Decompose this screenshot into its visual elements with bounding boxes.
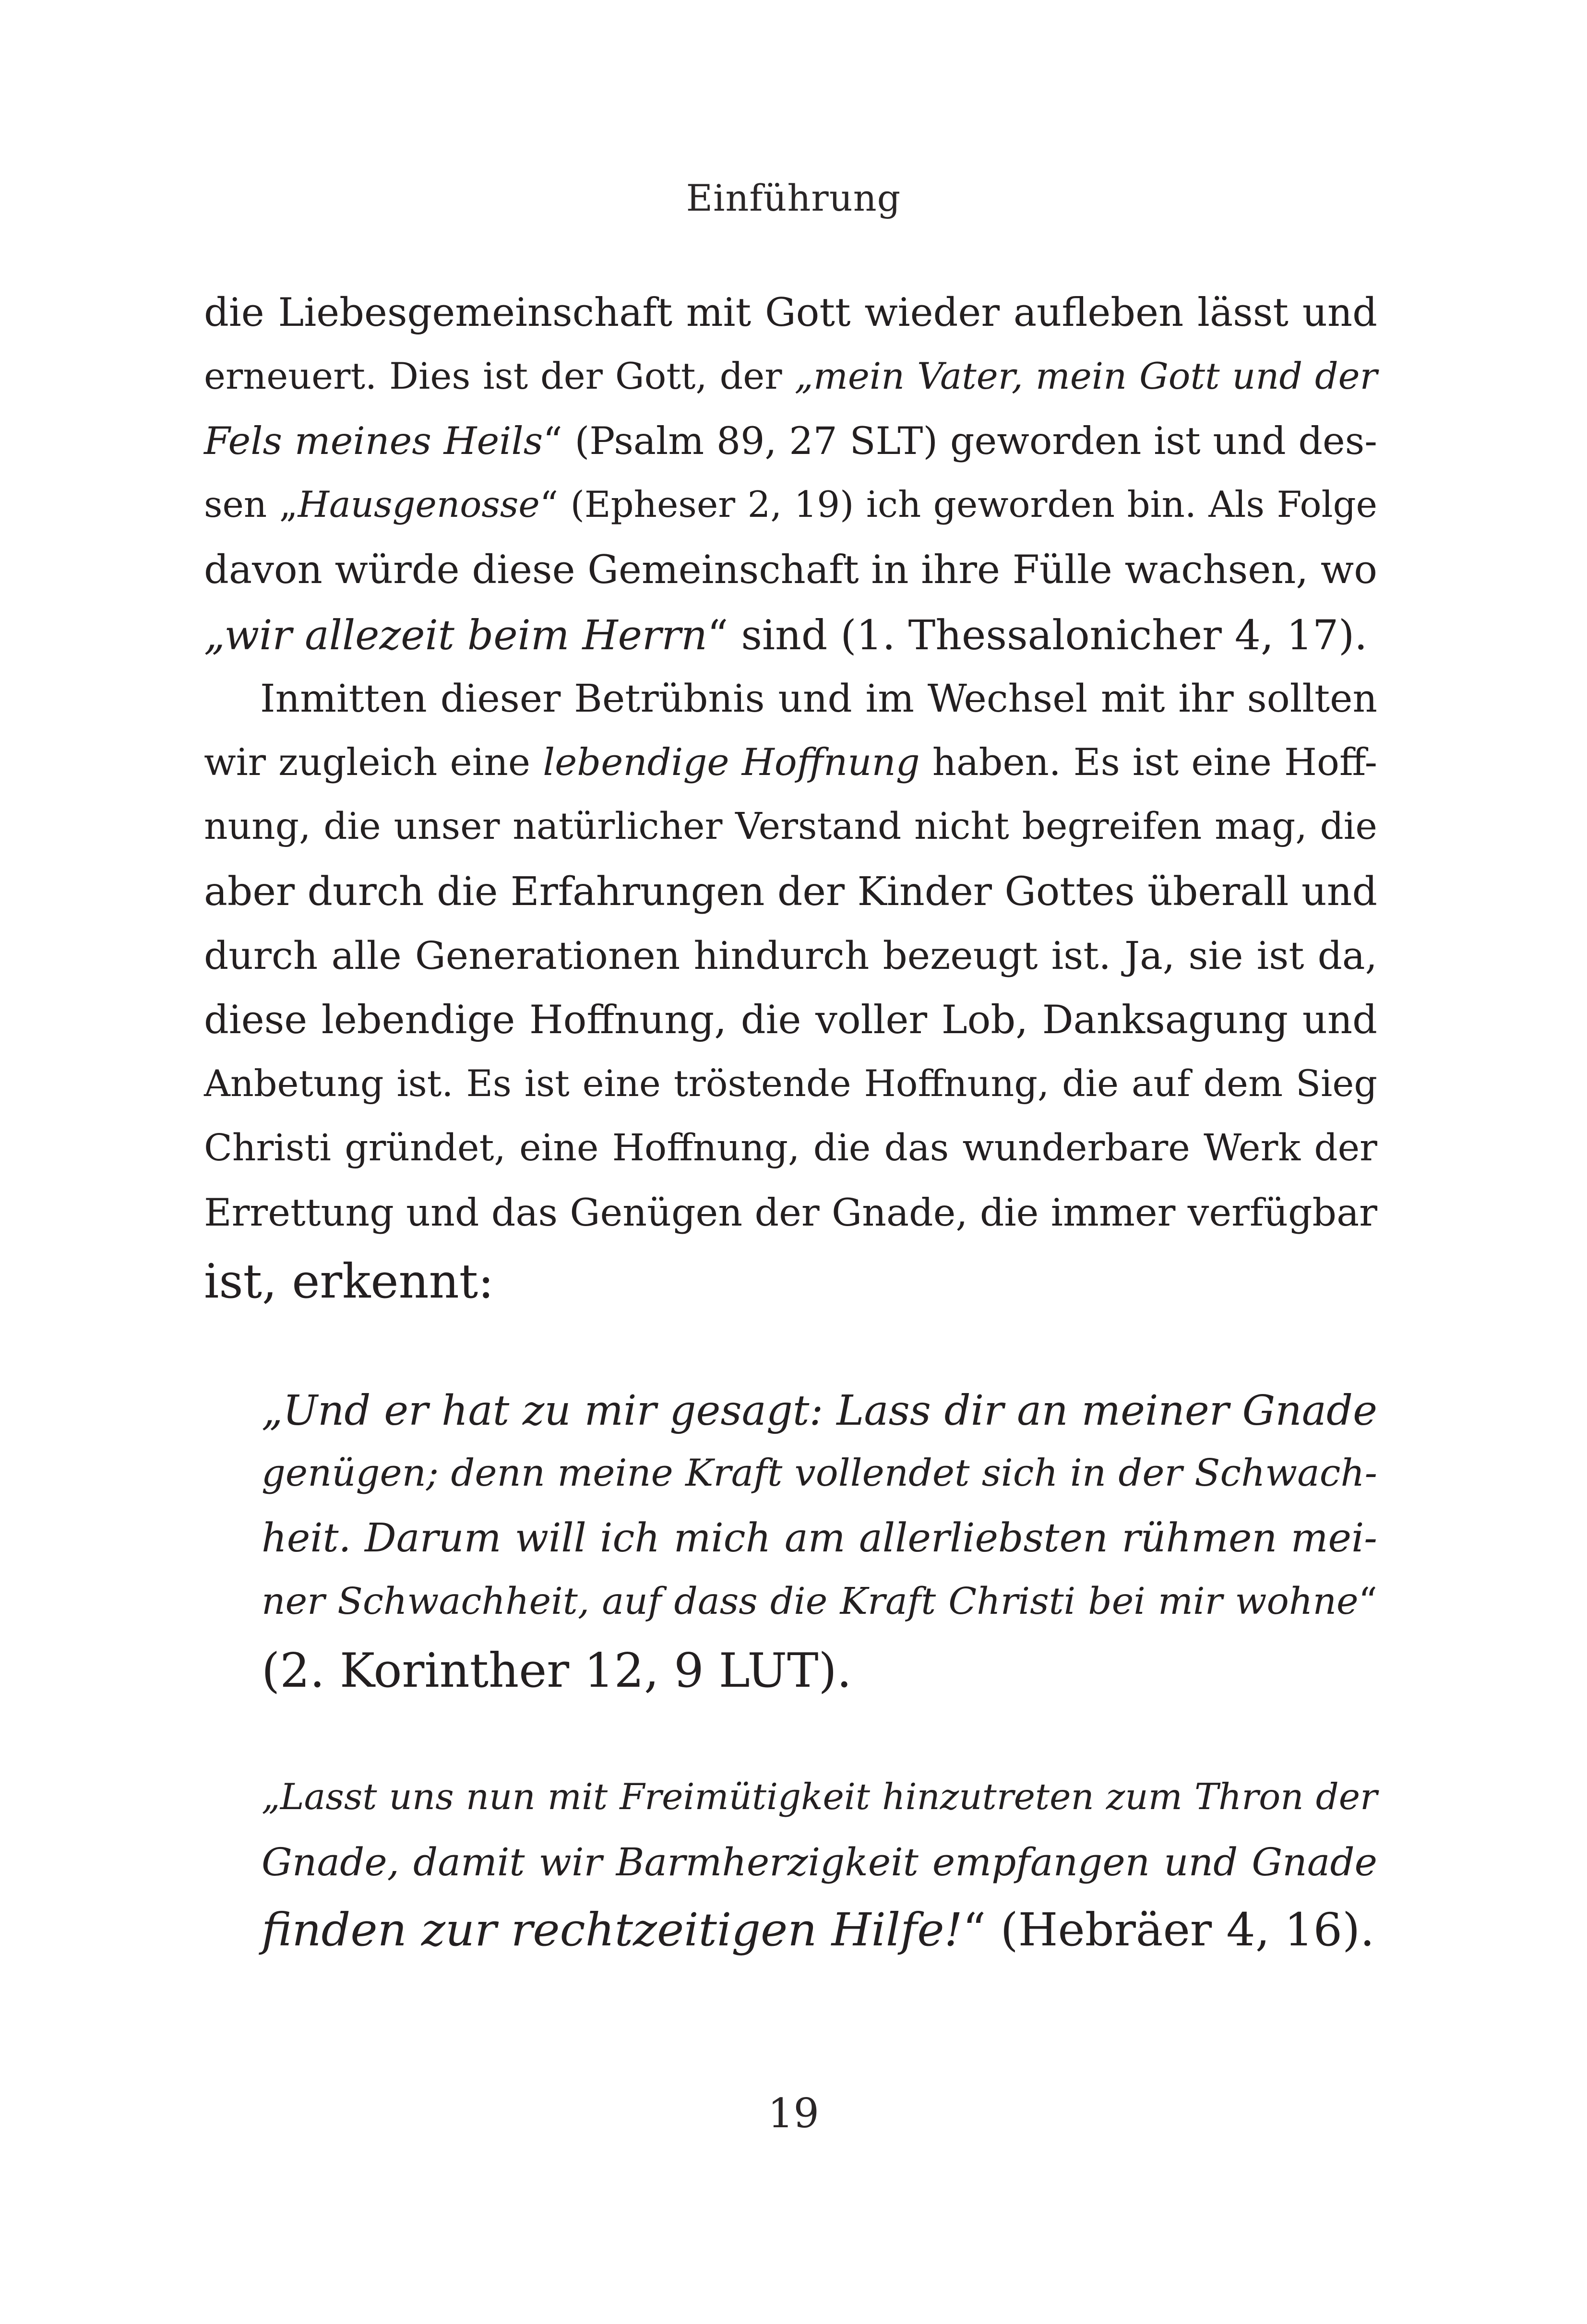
text-run: erneuert. Dies ist der Gott, der (204, 355, 795, 397)
text-line (204, 741, 1377, 784)
text-run: nung, die unser natürlicher Verstand nicht begreifen mag, die (204, 805, 1377, 848)
text-line (204, 483, 1378, 525)
text-line (262, 1644, 852, 1698)
text-line (204, 290, 1377, 335)
text-line (204, 998, 1377, 1043)
text-line (262, 1452, 1377, 1495)
italic-text: Gnade, damit wir Barmherzigkeit empfangen und Gnade (262, 1840, 1377, 1884)
text-run: diese lebendige Hoffnung, die voller Lob, Danksagung und (204, 998, 1377, 1043)
text-run: “ (Psalm 89, 27 SLT) geworden ist und des- (543, 419, 1377, 463)
text-line (204, 1062, 1377, 1105)
text-run: Errettung und das Genügen der Gnade, die immer verfügbar (204, 1191, 1377, 1235)
italic-text: lebendige Hoffnung (543, 741, 920, 784)
text-line (204, 869, 1377, 915)
text-line (262, 1387, 1377, 1435)
italic-text: „mein Vater, mein Gott und der (794, 355, 1377, 397)
text-line (204, 355, 1377, 397)
text-line (262, 1515, 1377, 1561)
text-run: wir zugleich eine (204, 741, 543, 784)
text-line (262, 1840, 1377, 1884)
text-line (262, 1904, 1375, 1956)
text-line (204, 933, 1377, 978)
text-line (204, 805, 1377, 848)
italic-text: „wir allezeit beim Herrn (204, 612, 707, 659)
italic-text: Hausgenosse (298, 483, 540, 525)
text-run: davon würde diese Gemeinschaft in ihre Fülle wachsen, wo (204, 548, 1377, 593)
text-line (262, 1580, 1377, 1623)
text-run: Inmitten dieser Betrübnis und im Wechsel mit ihr sollten (260, 676, 1377, 721)
italic-text: heit. Darum will ich mich am allerliebsten rühmen mei- (262, 1515, 1377, 1561)
text-run: aber durch die Erfahrungen der Kinder Gottes überall und (204, 869, 1377, 915)
text-run: Christi gründet, eine Hoffnung, die das wunderbare Werk der (204, 1127, 1377, 1169)
text-run: durch alle Generationen hindurch bezeugt ist. Ja, sie ist da, (204, 933, 1377, 978)
text-line (262, 1776, 1377, 1818)
text-line (204, 1191, 1377, 1235)
text-run: “ sind (1. Thessalonicher 4, 17). (707, 612, 1368, 659)
italic-text: „Lasst uns nun mit Freimütigkeit hinzutreten zum Thron der (262, 1776, 1377, 1818)
italic-text: ner Schwachheit, auf dass die Kraft Christi bei mir wohne (262, 1580, 1359, 1623)
text-run: Anbetung ist. Es ist eine tröstende Hoffnung, die auf dem Sieg (204, 1062, 1377, 1105)
text-line (204, 676, 1377, 721)
text-run: “ (Epheser 2, 19) ich geworden bin. Als Folge (539, 483, 1378, 525)
text-run: sen „ (204, 483, 298, 525)
text-run: haben. Es ist eine Hoff- (919, 741, 1377, 784)
page-number: 19 (768, 2090, 819, 2137)
text-run: “ (1358, 1580, 1377, 1623)
text-run: “ (Hebräer 4, 16). (962, 1904, 1375, 1956)
text-line (204, 548, 1377, 593)
italic-text: „Und er hat zu mir gesagt: Lass dir an meiner Gnade (262, 1387, 1377, 1435)
italic-text: genügen; denn meine Kraft vollendet sich in der Schwach- (262, 1452, 1377, 1495)
text-line (204, 1127, 1377, 1169)
text-line (204, 1254, 494, 1309)
italic-text: finden zur rechtzeitigen Hilfe! (262, 1904, 963, 1956)
text-run: ist, erkennt: (204, 1254, 494, 1309)
running-head: Einführung (686, 177, 901, 219)
text-line (204, 612, 1368, 659)
text-line (204, 419, 1377, 463)
italic-text: Fels meines Heils (204, 419, 543, 463)
text-run: die Liebesgemeinschaft mit Gott wieder aufleben lässt und (204, 290, 1377, 335)
text-run: (2. Korinther 12, 9 LUT). (262, 1644, 852, 1698)
